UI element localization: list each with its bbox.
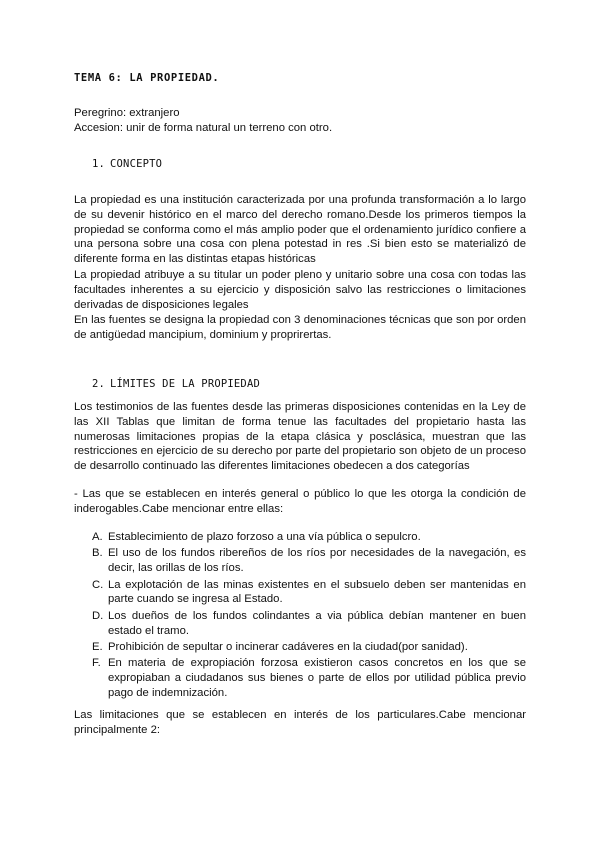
list-item <box>92 530 526 545</box>
concepto-paragraph-2: La propiedad atribuye a su titular un poder pleno y unitario sobre una cosa con todas las facultades inherentes a su ejercicio y disposición salvo las restricciones o limitaciones derivadas de disposiciones legales <box>74 269 526 311</box>
definition-accesion: Accesion: unir de forma natural un terreno con otro. <box>74 122 333 134</box>
section-heading-concepto <box>92 158 162 170</box>
particulares-paragraph: Las limitaciones que se establecen en interés de los particulares.Cabe mencionar principalmente 2: <box>74 709 526 736</box>
limites-intro-paragraph: Los testimonios de las fuentes desde las primeras disposiciones contenidas en la Ley de las XII Tablas que limitan de forma tenue las facultades del propietario hasta las numerosas limitaciones propias de la etapa clásica y posclásica, muestran que las restricciones en ejercicio de su derecho por parte del propietario son objeto de un proceso de desarrollo continuado las diferentes limitaciones obedecen a dos categorías <box>74 401 526 473</box>
section-title: CONCEPTO <box>110 158 163 170</box>
definition-peregrino: Peregrino: extranjero <box>74 107 180 119</box>
concepto-paragraph-3: En las fuentes se designa la propiedad con 3 denominaciones técnicas que son por orden de antigüedad mancipium, dominium y proprirertas. <box>74 314 526 341</box>
list-item <box>92 546 526 576</box>
list-letter: B. <box>92 547 103 560</box>
list-letter: A. <box>92 531 103 543</box>
list-text: Prohibición de sepultar o incinerar cadáveres en la ciudad(por sanidad). <box>108 640 468 653</box>
list-letter: D. <box>92 609 104 622</box>
section-number: 2. <box>92 378 106 390</box>
list-letter: C. <box>92 578 104 591</box>
list-text: Establecimiento de plazo forzoso a una vía pública o sepulcro. <box>108 531 421 543</box>
section-heading-limites <box>92 378 260 390</box>
concepto-paragraph-1: La propiedad es una institución caracterizada por una profunda transformación a lo largo de su devenir histórico en el marco del derecho romano.Desde los primeros tiempos la propiedad se conforma como el más amplio poder que el ordenamiento jurídico confiere a una persona sobre una cosa con plena potestad in res .Si bien esto se materializó de diferente forma en las distintas etapas históricas <box>74 194 526 266</box>
list-item <box>92 656 526 700</box>
list-item <box>92 578 526 608</box>
general-interest-intro: - Las que se establecen en interés general o público lo que les otorga la condición de inderogables.Cabe mencionar entre ellas: <box>74 488 526 515</box>
list-item <box>92 640 526 655</box>
page-title: TEMA 6: LA PROPIEDAD. <box>74 72 220 84</box>
section-number: 1. <box>92 158 106 170</box>
list-item <box>92 609 526 639</box>
section-title: LÍMITES DE LA PROPIEDAD <box>110 378 260 390</box>
list-text: La explotación de las minas existentes en el subsuelo deben ser mantenidas en parte cuando se ingresa al Estado. <box>108 578 526 606</box>
list-letter: E. <box>92 640 103 653</box>
list-text: El uso de los fundos ribereños de los ríos por necesidades de la navegación, es decir, las orillas de los ríos. <box>108 547 526 575</box>
list-letter: F. <box>92 657 101 670</box>
list-text: En materia de expropiación forzosa existieron casos concretos en los que se expropiaban a ciudadanos sus bienes o parte de ellos por utilidad pública previo pago de indemnización. <box>108 657 526 699</box>
list-text: Los dueños de los fundos colindantes a via pública debían mantener en buen estado el tramo. <box>108 609 526 637</box>
limitations-list <box>92 530 526 702</box>
